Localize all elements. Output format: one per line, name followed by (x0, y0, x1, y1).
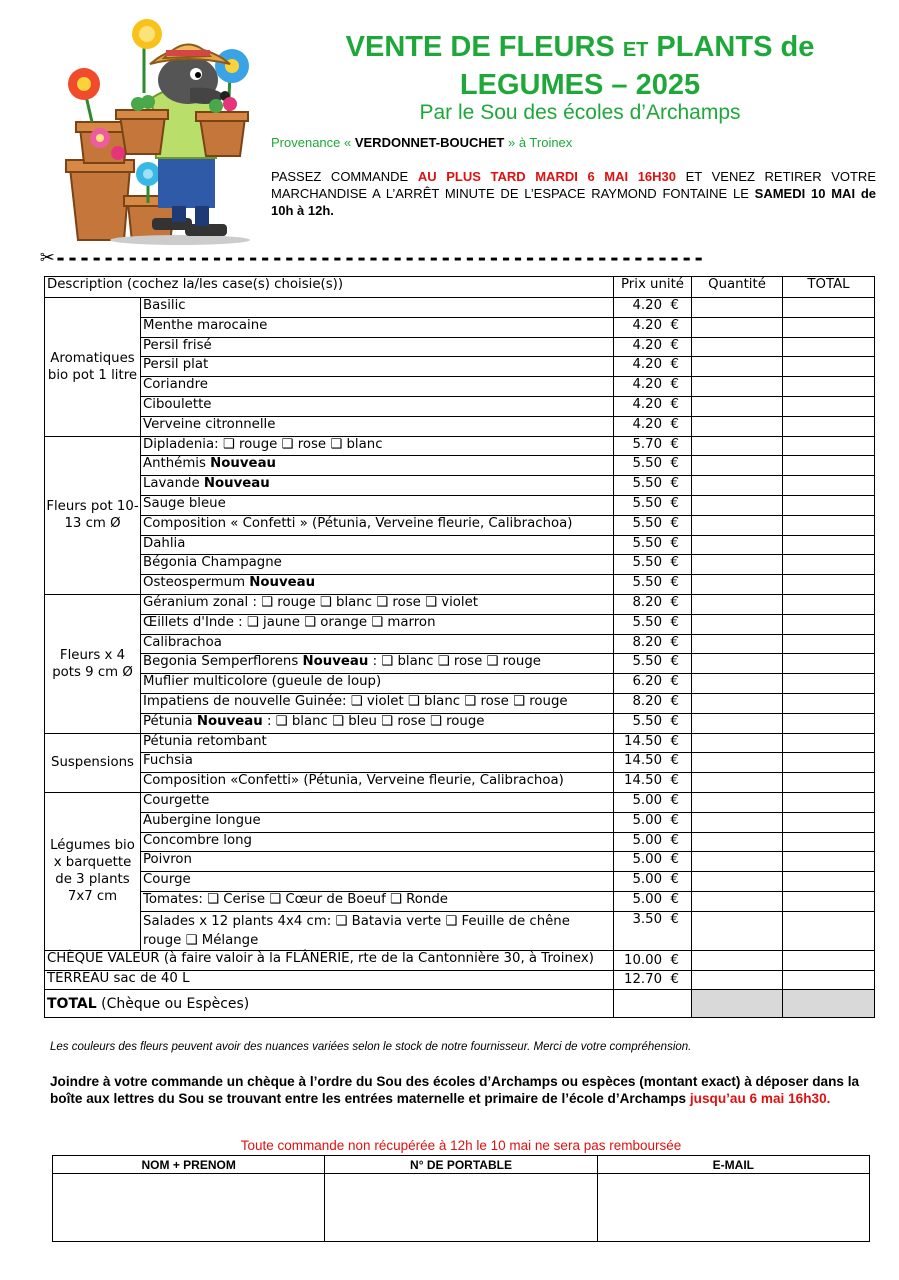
category-cell: Aromatiques bio pot 1 litre (45, 298, 141, 437)
total-cell[interactable] (783, 337, 875, 357)
item-description[interactable]: Composition « Confetti » (Pétunia, Verveine fleurie, Calibrachoa) (141, 515, 614, 535)
item-price: 4.20 € (614, 377, 692, 397)
quantity-cell[interactable] (692, 337, 783, 357)
table-row (45, 396, 875, 416)
item-description[interactable]: Persil plat (141, 357, 614, 377)
quantity-cell[interactable] (692, 693, 783, 713)
total-cell[interactable] (783, 515, 875, 535)
quantity-cell[interactable] (692, 476, 783, 496)
total-cell[interactable] (783, 891, 875, 911)
total-cell[interactable] (783, 911, 875, 950)
quantity-cell[interactable] (692, 733, 783, 753)
provenance-line: Provenance « VERDONNET-BOUCHET » à Troinex (271, 135, 573, 150)
cut-line: ✂------------------------------------------------------ (40, 243, 705, 271)
table-row (45, 337, 875, 357)
quantity-cell[interactable] (692, 515, 783, 535)
item-price: 3.50 € (614, 911, 692, 950)
item-price: 6.20 € (614, 674, 692, 694)
item-description[interactable]: Basilic (141, 298, 614, 318)
item-description[interactable]: Salades x 12 plants 4x4 cm: ❑ Batavia verte ❑ Feuille de chêne rouge ❑ Mélange (141, 911, 614, 950)
quantity-cell[interactable] (692, 298, 783, 318)
col-name: NOM + PRENOM (53, 1156, 325, 1174)
item-description[interactable]: Sauge bleue (141, 495, 614, 515)
item-price: 12.70 € (614, 970, 692, 990)
scissors-icon: ✂ (40, 243, 55, 271)
item-price: 5.00 € (614, 812, 692, 832)
item-description[interactable]: Œillets d'Inde : ❑ jaune ❑ orange ❑ marron (141, 614, 614, 634)
item-price: 5.50 € (614, 456, 692, 476)
page-title: VENTE DE FLEURS ET PLANTS de LEGUMES – 2025 (345, 31, 815, 101)
item-description[interactable]: Courge (141, 872, 614, 892)
item-price: 5.00 € (614, 891, 692, 911)
name-field[interactable] (53, 1174, 325, 1242)
total-cell[interactable] (783, 594, 875, 614)
item-description[interactable]: Verveine citronnelle (141, 416, 614, 436)
quantity-cell[interactable] (692, 911, 783, 950)
quantity-cell[interactable] (692, 812, 783, 832)
item-description[interactable]: Osteospermum Nouveau (141, 575, 614, 595)
col-email: E-MAIL (597, 1156, 869, 1174)
item-price: 5.50 € (614, 575, 692, 595)
item-description[interactable]: Dipladenia: ❑ rouge ❑ rose ❑ blanc (141, 436, 614, 456)
item-description[interactable]: Menthe marocaine (141, 317, 614, 337)
order-instructions: PASSEZ COMMANDE AU PLUS TARD MARDI 6 MAI 16H30 ET VENEZ RETIRER VOTRE MARCHANDISE A L’ARRÊT MINUTE DE L’ESPACE RAYMOND FONTAINE LE SAMEDI 10 MAI de 10h à 12h. (271, 169, 876, 218)
table-row (45, 594, 875, 614)
item-description[interactable]: Concombre long (141, 832, 614, 852)
payment-instructions: Joindre à votre commande un chèque à l’ordre du Sou des écoles d’Archamps ou espèces (montant exact) à déposer dans la boîte aux lettres du Sou se trouvant entre les entrées maternelle et primaire de l’école d’Archamps jusqu’au 6 mai 16h30. (50, 1074, 860, 1106)
table-row (45, 416, 875, 436)
item-price: 8.20 € (614, 594, 692, 614)
item-description[interactable]: Coriandre (141, 377, 614, 397)
quantity-cell[interactable] (692, 713, 783, 733)
item-price: 10.00 € (614, 950, 692, 970)
cheque-row (45, 950, 875, 970)
item-price: 8.20 € (614, 634, 692, 654)
item-price: 5.50 € (614, 515, 692, 535)
table-row (45, 575, 875, 595)
item-description[interactable]: Calibrachoa (141, 634, 614, 654)
col-description: Description (cochez la/les case(s) choisie(s)) (45, 277, 614, 298)
quantity-cell[interactable] (692, 872, 783, 892)
item-price: 4.20 € (614, 396, 692, 416)
table-row (45, 872, 875, 892)
item-description[interactable]: Persil frisé (141, 337, 614, 357)
item-price: 5.50 € (614, 495, 692, 515)
quantity-cell[interactable] (692, 614, 783, 634)
item-description[interactable]: Impatiens de nouvelle Guinée: ❑ violet ❑ blanc ❑ rose ❑ rouge (141, 693, 614, 713)
table-row (45, 535, 875, 555)
total-cell[interactable] (783, 753, 875, 773)
order-table (44, 276, 875, 1018)
quantity-cell[interactable] (692, 792, 783, 812)
item-price: 14.50 € (614, 753, 692, 773)
table-row (45, 773, 875, 793)
quantity-cell[interactable] (692, 654, 783, 674)
item-price: 5.50 € (614, 713, 692, 733)
category-cell: Légumes bio x barquette de 3 plants 7x7 cm (45, 792, 141, 950)
col-price: Prix unité (614, 277, 692, 298)
table-row (45, 674, 875, 694)
total-cell[interactable] (783, 674, 875, 694)
quantity-cell[interactable] (692, 773, 783, 793)
item-price: 5.50 € (614, 654, 692, 674)
table-row (45, 852, 875, 872)
item-price: 5.00 € (614, 872, 692, 892)
item-description[interactable]: Ciboulette (141, 396, 614, 416)
email-field[interactable] (597, 1174, 869, 1242)
total-cell[interactable] (783, 456, 875, 476)
table-row (45, 733, 875, 753)
table-row (45, 495, 875, 515)
total-cell[interactable] (783, 812, 875, 832)
table-row (45, 377, 875, 397)
contact-table (52, 1155, 870, 1242)
total-cell[interactable] (783, 852, 875, 872)
color-note: Les couleurs des fleurs peuvent avoir des nuances variées selon le stock de notre fournisseur. Merci de votre compréhension. (50, 1041, 692, 1053)
grand-total-amount-cell[interactable] (783, 990, 875, 1018)
refund-notice: Toute commande non récupérée à 12h le 10 mai ne sera pas remboursée (240, 1138, 682, 1153)
category-cell: Fleurs x 4 pots 9 cm Ø (45, 594, 141, 733)
table-row (45, 713, 875, 733)
item-price: 14.50 € (614, 773, 692, 793)
item-description[interactable]: Tomates: ❑ Cerise ❑ Cœur de Boeuf ❑ Ronde (141, 891, 614, 911)
quantity-cell[interactable] (692, 674, 783, 694)
total-cell[interactable] (783, 832, 875, 852)
category-cell: Fleurs pot 10-13 cm Ø (45, 436, 141, 594)
quantity-cell[interactable] (692, 852, 783, 872)
flower-seller-illustration (40, 18, 255, 246)
col-quantity: Quantité (692, 277, 783, 298)
item-description[interactable]: Bégonia Champagne (141, 555, 614, 575)
quantity-cell[interactable] (692, 970, 783, 990)
terreau-row-label[interactable]: TERREAU sac de 40 L (45, 970, 614, 990)
total-cell[interactable] (783, 634, 875, 654)
col-phone: N° DE PORTABLE (325, 1156, 597, 1174)
table-row (45, 832, 875, 852)
total-cell[interactable] (783, 970, 875, 990)
total-cell[interactable] (783, 654, 875, 674)
total-cell[interactable] (783, 555, 875, 575)
table-row (45, 357, 875, 377)
grand-total-row (45, 990, 875, 1018)
total-cell[interactable] (783, 713, 875, 733)
quantity-cell[interactable] (692, 436, 783, 456)
grand-total-label: TOTAL (Chèque ou Espèces) (45, 990, 614, 1018)
item-price: 5.50 € (614, 476, 692, 496)
table-row (45, 515, 875, 535)
quantity-cell[interactable] (692, 317, 783, 337)
item-description[interactable]: Pétunia retombant (141, 733, 614, 753)
table-row (45, 614, 875, 634)
quantity-cell[interactable] (692, 634, 783, 654)
total-cell[interactable] (783, 436, 875, 456)
item-price: 5.00 € (614, 832, 692, 852)
item-description[interactable]: Composition «Confetti» (Pétunia, Verveine fleurie, Calibrachoa) (141, 773, 614, 793)
grand-total-quantity-cell (692, 990, 783, 1018)
total-cell[interactable] (783, 575, 875, 595)
terreau-row (45, 970, 875, 990)
total-cell[interactable] (783, 357, 875, 377)
quantity-cell[interactable] (692, 594, 783, 614)
item-price: 5.00 € (614, 792, 692, 812)
quantity-cell[interactable] (692, 891, 783, 911)
total-cell[interactable] (783, 733, 875, 753)
item-description[interactable]: Fuchsia (141, 753, 614, 773)
item-price: 4.20 € (614, 416, 692, 436)
table-row (45, 654, 875, 674)
table-row (45, 891, 875, 911)
total-cell[interactable] (783, 495, 875, 515)
quantity-cell[interactable] (692, 377, 783, 397)
item-description[interactable]: Dahlia (141, 535, 614, 555)
category-cell: Suspensions (45, 733, 141, 792)
item-description[interactable]: Géranium zonal : ❑ rouge ❑ blanc ❑ rose ❑ violet (141, 594, 614, 614)
quantity-cell[interactable] (692, 753, 783, 773)
table-row (45, 634, 875, 654)
table-row (45, 317, 875, 337)
item-price: 4.20 € (614, 337, 692, 357)
total-cell[interactable] (783, 298, 875, 318)
total-cell[interactable] (783, 693, 875, 713)
item-price: 5.50 € (614, 535, 692, 555)
total-cell[interactable] (783, 872, 875, 892)
total-cell[interactable] (783, 535, 875, 555)
quantity-cell[interactable] (692, 832, 783, 852)
item-price: 14.50 € (614, 733, 692, 753)
quantity-cell[interactable] (692, 495, 783, 515)
page-subtitle: Par le Sou des écoles d’Archamps (419, 101, 741, 124)
quantity-cell[interactable] (692, 535, 783, 555)
total-cell[interactable] (783, 614, 875, 634)
cheque-row-label[interactable]: CHÈQUE VALEUR (à faire valoir à la FLÂNERIE, rte de la Cantonnière 30, à Troinex) (45, 950, 614, 970)
total-cell[interactable] (783, 476, 875, 496)
item-price: 5.70 € (614, 436, 692, 456)
total-cell[interactable] (783, 317, 875, 337)
quantity-cell[interactable] (692, 555, 783, 575)
phone-field[interactable] (325, 1174, 597, 1242)
total-cell[interactable] (783, 396, 875, 416)
item-price: 4.20 € (614, 357, 692, 377)
quantity-cell[interactable] (692, 456, 783, 476)
table-row (45, 753, 875, 773)
total-cell[interactable] (783, 416, 875, 436)
item-price: 4.20 € (614, 298, 692, 318)
table-row (45, 792, 875, 812)
grand-total-price-cell (614, 990, 692, 1018)
item-description[interactable]: Anthémis Nouveau (141, 456, 614, 476)
table-row (45, 298, 875, 318)
item-price: 5.50 € (614, 614, 692, 634)
item-description[interactable]: Aubergine longue (141, 812, 614, 832)
total-cell[interactable] (783, 792, 875, 812)
quantity-cell[interactable] (692, 575, 783, 595)
quantity-cell[interactable] (692, 416, 783, 436)
item-description[interactable]: Courgette (141, 792, 614, 812)
quantity-cell[interactable] (692, 396, 783, 416)
table-row (45, 476, 875, 496)
item-price: 5.50 € (614, 555, 692, 575)
table-row (45, 693, 875, 713)
item-price: 4.20 € (614, 317, 692, 337)
total-cell[interactable] (783, 950, 875, 970)
item-price: 5.00 € (614, 852, 692, 872)
table-row (45, 456, 875, 476)
table-row (45, 911, 875, 950)
item-description[interactable]: Pétunia Nouveau : ❑ blanc ❑ bleu ❑ rose ❑ rouge (141, 713, 614, 733)
table-row (45, 555, 875, 575)
table-row (45, 812, 875, 832)
total-cell[interactable] (783, 773, 875, 793)
table-header-row (45, 277, 875, 298)
item-description[interactable]: Poivron (141, 852, 614, 872)
quantity-cell[interactable] (692, 357, 783, 377)
item-description[interactable]: Muflier multicolore (gueule de loup) (141, 674, 614, 694)
table-row (45, 436, 875, 456)
quantity-cell[interactable] (692, 950, 783, 970)
total-cell[interactable] (783, 377, 875, 397)
item-description[interactable]: Begonia Semperflorens Nouveau : ❑ blanc ❑ rose ❑ rouge (141, 654, 614, 674)
col-total: TOTAL (783, 277, 875, 298)
item-description[interactable]: Lavande Nouveau (141, 476, 614, 496)
item-price: 8.20 € (614, 693, 692, 713)
